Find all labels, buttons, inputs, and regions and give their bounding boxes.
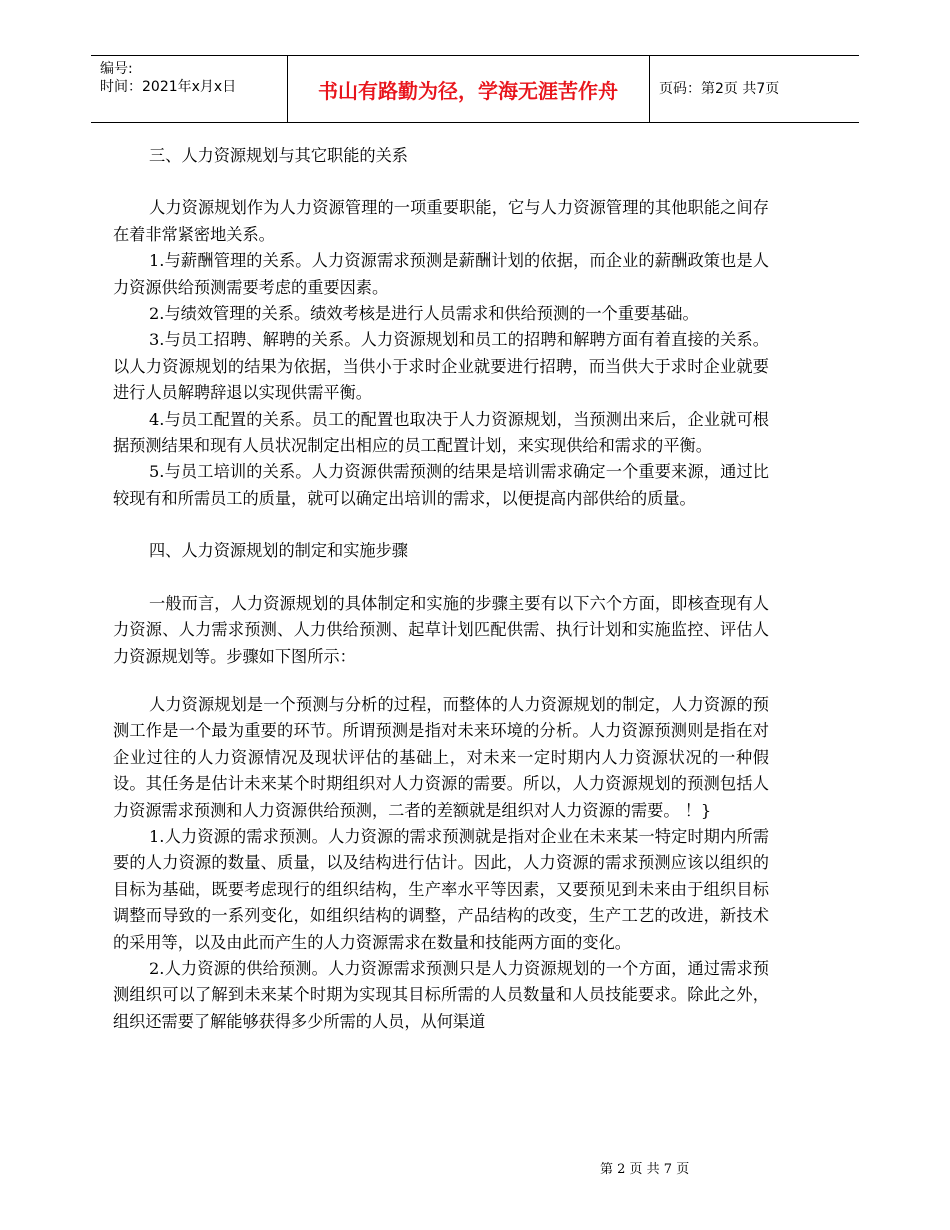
section-heading: 三、人力资源规划与其它职能的关系 [149,146,408,165]
paragraph: 3.与员工招聘、解聘的关系。人力资源规划和员工的招聘和解聘方面有着直接的关系。以人力资源规划的结果为依据，当供小于求时企业就要进行招聘，而当供大于求时企业就要进行人员解聘辞退以实现供需平衡。 [113,330,769,403]
paragraph: 2.人力资源的供给预测。人力资源需求预测只是人力资源规划的一个方面，通过需求预测组织可以了解到未来某个时期为实现其目标所需的人员数量和人员技能要求。除此之外，组织还需要了解能够获得多少所需的人员，从何渠道 [113,958,769,1031]
document-body [113,143,769,1035]
paragraph: 5.与员工培训的关系。人力资源供需预测的结果是培训需求确定一个重要来源，通过比较现有和所需员工的质量，就可以确定出培训的需求，以便提高内部供给的质量。 [113,462,769,508]
page-number-label: 页码：第2页 共7页 [659,81,780,97]
paragraph: 人力资源规划作为人力资源管理的一项重要职能，它与人力资源管理的其他职能之间存在着非常紧密地关系。 [113,198,769,244]
page-header [91,55,859,123]
page-footer: 第 2 页 共 7 页 [600,1162,690,1177]
header-divider [649,56,650,122]
document-number-label: 编号: [100,61,133,77]
paragraph: 2.与绩效管理的关系。绩效考核是进行人员需求和供给预测的一个重要基础。 [149,304,699,324]
header-motto: 书山有路勤为径，学海无涯苦作舟 [318,78,618,103]
paragraph: 一般而言，人力资源规划的具体制定和实施的步骤主要有以下六个方面，即核查现有人力资源、人力需求预测、人力供给预测、起草计划匹配供需、执行计划和实施监控、评估人力资源规划等。步骤如下图所示： [113,593,769,666]
paragraph: 4.与员工配置的关系。员工的配置也取决于人力资源规划，当预测出来后，企业就可根据预测结果和现有人员状况制定出相应的员工配置计划，来实现供给和需求的平衡。 [113,409,769,456]
document-time-label: 时间：2021年x月x日 [100,79,237,95]
paragraph: 1.与薪酬管理的关系。人力资源需求预测是薪酬计划的依据，而企业的薪酬政策也是人力资源供给预测需要考虑的重要因素。 [113,251,769,297]
section-heading: 四、人力资源规划的制定和实施步骤 [149,541,408,561]
paragraph: 1.人力资源的需求预测。人力资源的需求预测就是指对企业在未来某一特定时期内所需要的人力资源的数量、质量，以及结构进行估计。因此，人力资源的需求预测应该以组织的目标为基础，既要考虑现行的组织结构，生产率水平等因素，又要预见到未来由于组织目标调整而导致的一系列变化，如组织结构的调整，产品结构的改变，生产工艺的改进，新技术的采用等，以及由此而产生的人力资源需求在数量和技能两方面的变化。 [113,826,769,952]
paragraph: 人力资源规划是一个预测与分析的过程，而整体的人力资源规划的制定，人力资源的预测工作是一个最为重要的环节。所谓预测是指对未来环境的分析。人力资源预测则是指在对企业过往的人力资源情况及现状评估的基础上，对未来一定时期内人力资源状况的一种假设。其任务是估计未来某个时期组织对人力资源的需要。所以，人力资源规划的预测包括人力资源需求预测和人力资源供给预测，二者的差额就是组织对人力资源的需要。 ！} [113,694,769,820]
